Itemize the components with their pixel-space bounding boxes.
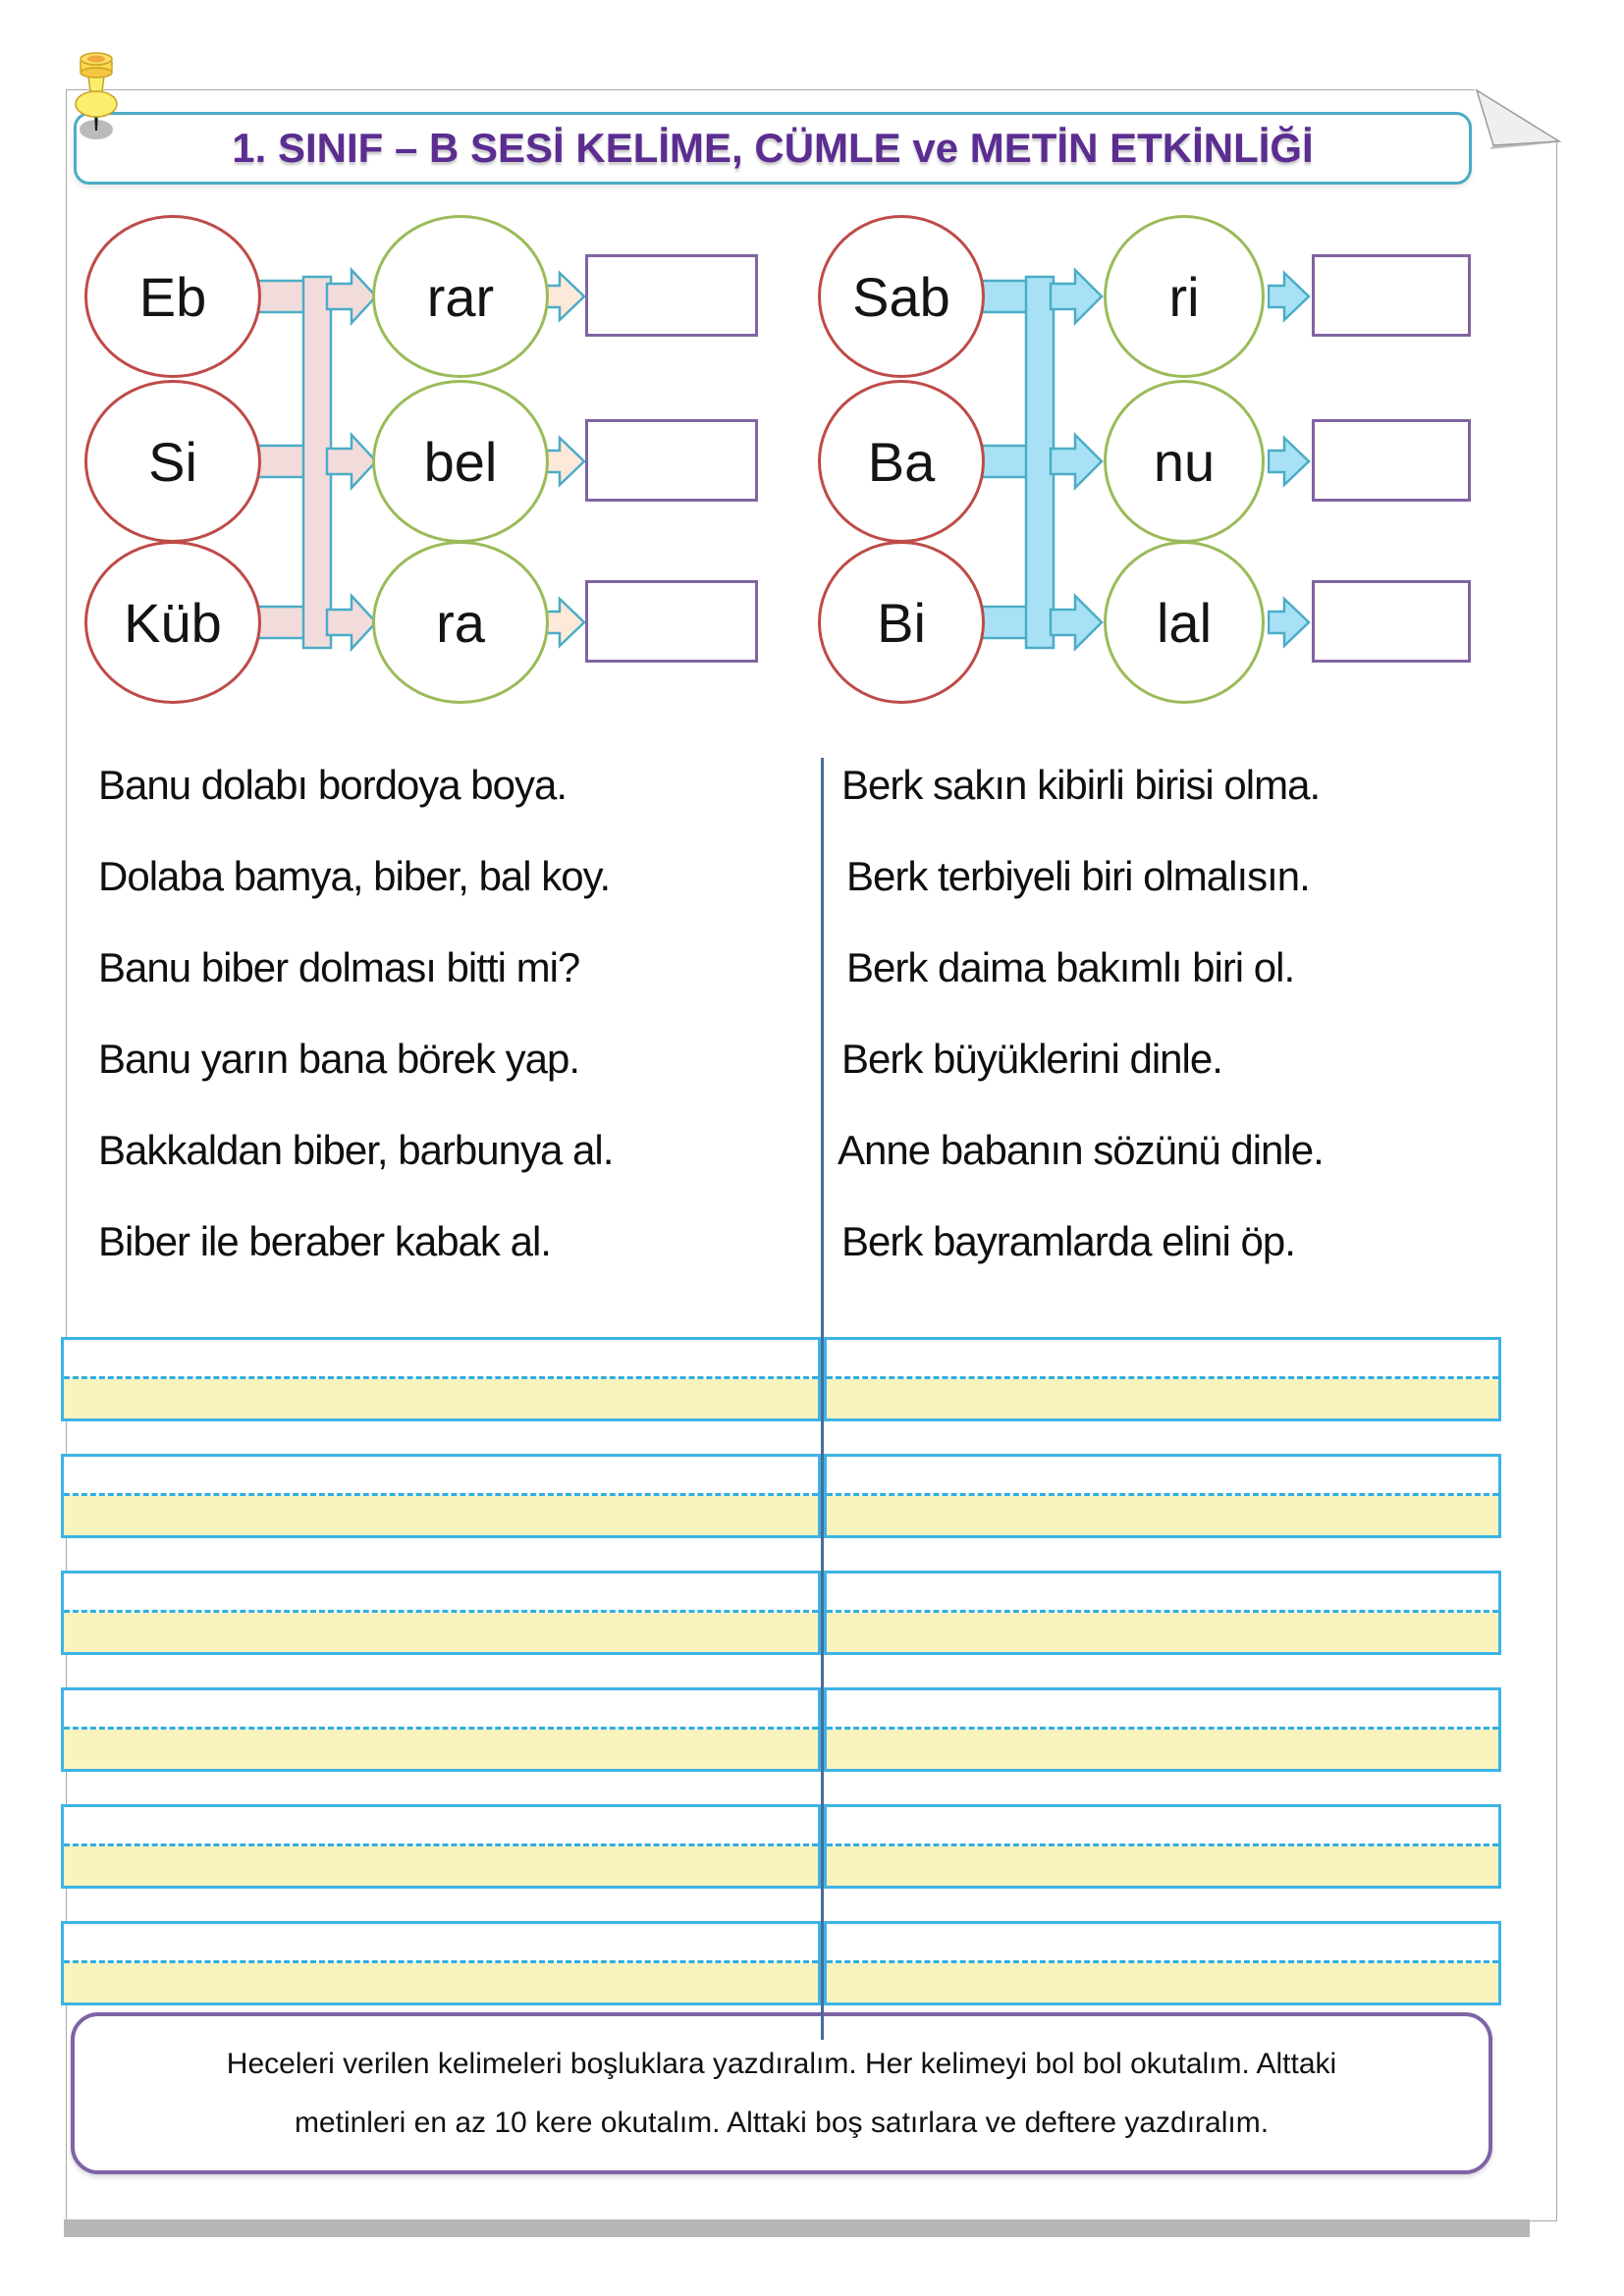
answer-box[interactable] [585,254,758,337]
syllable-circle-start [818,215,985,378]
answer-box[interactable] [585,580,758,663]
small-arrows-icon [543,265,587,658]
syllable-circle-end [372,541,549,704]
syllable-circle-start [818,541,985,704]
answer-box[interactable] [1312,419,1471,502]
writing-line[interactable] [824,1337,1501,1421]
connector-arrows-icon [245,265,388,658]
sentence: Banu biber dolması bitti mi? [98,944,580,990]
syllable-circle-end [372,380,549,543]
syllable-text: bel [423,430,498,493]
syllable-circle-start [84,380,261,543]
syllable-text: lal [1156,591,1213,654]
sentence: Berk daima bakımlı biri ol. [846,944,1295,990]
syllable-text: Eb [138,265,207,328]
writing-line[interactable] [61,1571,821,1655]
sentence: Anne babanın sözünü dinle. [838,1127,1324,1173]
sentence: Biber ile beraber kabak al. [98,1218,551,1264]
syllable-text: Küb [124,591,222,654]
syllable-text: Bi [877,591,926,654]
syllable-circle-start [84,215,261,378]
sentence: Bakkaldan biber, barbunya al. [98,1127,614,1173]
page-title: 1. SINIF – B SESİ KELİME, CÜMLE ve METİN ETKİNLİĞİ [232,125,1314,171]
sentence: Dolaba bamya, biber, bal koy. [98,853,611,899]
writing-line[interactable] [824,1571,1501,1655]
instruction-text-line2: metinleri en az 10 kere okutalım. Alttaki boş satırlara ve deftere yazdıralım. [294,2106,1270,2139]
title-banner [74,112,1472,185]
sentence: Banu dolabı bordoya boya. [98,762,568,808]
syllable-text: Sab [852,265,950,328]
syllable-text: Si [148,430,197,493]
sentence: Berk terbiyeli biri olmalısın. [846,853,1310,899]
column-divider [821,758,824,2040]
writing-line[interactable] [824,1921,1501,2005]
instruction-box [71,2012,1492,2174]
writing-line[interactable] [824,1804,1501,1889]
sentence: Banu yarın bana börek yap. [98,1036,580,1082]
small-arrows-icon [1268,265,1312,658]
syllable-text: Ba [867,430,936,493]
syllable-circle-end [1104,215,1265,378]
syllable-circle-start [818,380,985,543]
syllable-circle-end [1104,541,1265,704]
syllable-text: ra [436,591,485,654]
writing-line[interactable] [824,1687,1501,1772]
writing-line[interactable] [61,1921,821,2005]
answer-box[interactable] [585,419,758,502]
sentence: Berk sakın kibirli birisi olma. [841,762,1321,808]
instruction-text-line1: Heceleri verilen kelimeleri boşluklara yazdıralım. Her kelimeyi bol bol okutalım. Alttaki [226,2047,1337,2080]
page-fold-corner-icon [1461,82,1563,153]
connector-arrows-icon [972,265,1110,658]
syllable-circle-end [1104,380,1265,543]
answer-box[interactable] [1312,580,1471,663]
syllable-circle-start [84,541,261,704]
writing-line[interactable] [61,1337,821,1421]
pushpin-icon [69,49,126,142]
answer-box[interactable] [1312,254,1471,337]
page-bottom-edge [64,2219,1530,2237]
syllable-text: ri [1168,265,1200,328]
writing-line[interactable] [61,1804,821,1889]
syllable-text: rar [426,265,495,328]
writing-line[interactable] [61,1687,821,1772]
writing-line[interactable] [61,1454,821,1538]
syllable-circle-end [372,215,549,378]
writing-line[interactable] [824,1454,1501,1538]
sentence: Berk bayramlarda elini öp. [841,1218,1295,1264]
syllable-text: nu [1153,430,1216,493]
sentence: Berk büyüklerini dinle. [841,1036,1222,1082]
